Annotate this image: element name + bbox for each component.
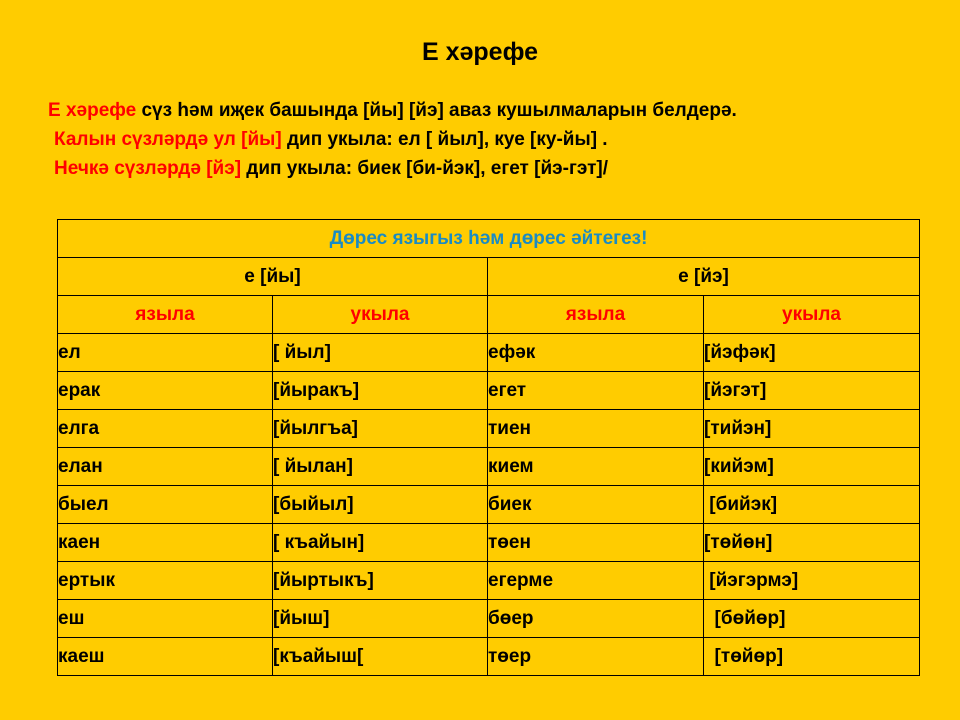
read-form-left: [ къайын] [273, 524, 488, 562]
table-row [58, 448, 920, 486]
written-word-right: тиен [488, 410, 704, 448]
intro-text [48, 96, 737, 183]
written-word-left: елан [58, 448, 273, 486]
read-form-right: [төйөн] [704, 524, 920, 562]
page-title: Е хәрефе [421, 38, 539, 66]
table-row [58, 372, 920, 410]
table-group-row [58, 258, 920, 296]
read-form-right: [бөйөр] [704, 600, 920, 638]
read-form-right: [йэгэрмэ] [704, 562, 920, 600]
written-word-left: каеш [58, 638, 273, 676]
written-word-left: ел [58, 334, 273, 372]
read-form-left: [быйыл] [273, 486, 488, 524]
read-form-right: [йэгэт] [704, 372, 920, 410]
table-column-header-row [58, 296, 920, 334]
intro-line-3 [48, 154, 737, 183]
written-word-right: бөер [488, 600, 704, 638]
written-word-left: ерак [58, 372, 273, 410]
written-word-right: ефәк [488, 334, 704, 372]
intro-line-2-lead: Калын сүзләрдә ул [йы] [54, 129, 282, 150]
table-heading: Дөрес языгыз һәм дөрес әйтегез! [58, 220, 920, 258]
read-form-right: [кийэм] [704, 448, 920, 486]
intro-line-1-rest: сүз һәм иҗек башында [йы] [йэ] аваз кушылмаларын белдерә. [136, 100, 737, 121]
written-word-right: биек [488, 486, 704, 524]
table-row [58, 334, 920, 372]
written-word-right: төен [488, 524, 704, 562]
table-row [58, 600, 920, 638]
read-form-right: [бийэк] [704, 486, 920, 524]
intro-line-1 [48, 96, 737, 125]
column-header-read-left: укыла [273, 296, 488, 334]
read-form-left: [ йыл] [273, 334, 488, 372]
read-form-left: [къайыш[ [273, 638, 488, 676]
written-word-left: елга [58, 410, 273, 448]
table-row [58, 638, 920, 676]
intro-line-3-rest: дип укыла: биек [би-йэк], егет [йэ-гэт]/ [241, 158, 609, 179]
read-form-left: [ йылан] [273, 448, 488, 486]
column-header-written-left: языла [58, 296, 273, 334]
group-right-header: е [йэ] [488, 258, 920, 296]
read-form-right: [төйөр] [704, 638, 920, 676]
written-word-right: егерме [488, 562, 704, 600]
read-form-left: [йыртыкъ] [273, 562, 488, 600]
intro-line-3-lead: Нечкә сүзләрдә [йэ] [54, 158, 242, 179]
table-row [58, 524, 920, 562]
read-form-right: [тийэн] [704, 410, 920, 448]
column-header-written-right: языла [488, 296, 704, 334]
intro-line-2 [48, 125, 737, 154]
read-form-left: [йылгъа] [273, 410, 488, 448]
written-word-left: ертык [58, 562, 273, 600]
table-row [58, 562, 920, 600]
group-left-header: е [йы] [58, 258, 488, 296]
read-form-left: [йыракъ] [273, 372, 488, 410]
written-word-left: каен [58, 524, 273, 562]
written-word-left: быел [58, 486, 273, 524]
written-word-right: кием [488, 448, 704, 486]
read-form-left: [йыш] [273, 600, 488, 638]
table-row [58, 486, 920, 524]
column-header-read-right: укыла [704, 296, 920, 334]
intro-line-1-lead: Е хәрефе [48, 100, 137, 121]
table-row [58, 410, 920, 448]
written-word-right: егет [488, 372, 704, 410]
words-table [57, 219, 920, 676]
table-heading-row [58, 220, 920, 258]
read-form-right: [йэфәк] [704, 334, 920, 372]
written-word-right: төер [488, 638, 704, 676]
written-word-left: еш [58, 600, 273, 638]
intro-line-2-rest: дип укыла: ел [ йыл], куе [ку-йы] . [281, 129, 608, 150]
